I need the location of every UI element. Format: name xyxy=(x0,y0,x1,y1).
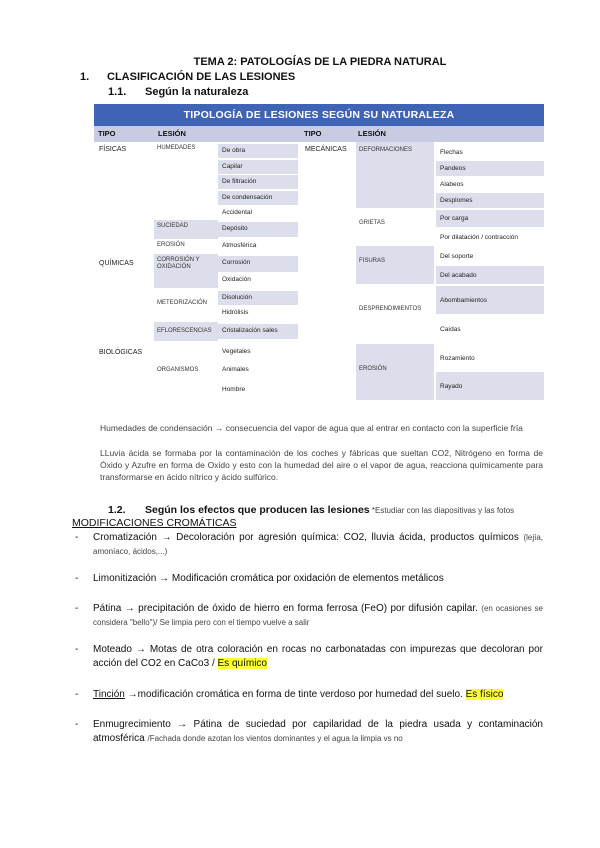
bullet-aside: /Fachada donde azotan los vientos dominantes y el agua la limpia vs no xyxy=(147,734,403,743)
group-fisuras: FISURAS xyxy=(356,246,434,284)
group-humedades: HUMEDADES xyxy=(157,145,196,151)
bullet-dash: - xyxy=(75,532,79,543)
bullet-text: Pátina → precipitación de óxido de hierro en forma ferrosa (FeO) por difusión capilar. xyxy=(93,603,482,614)
type-biologicas: BIOLÓGICAS xyxy=(99,349,143,356)
item-atmosferica: Atmosférica xyxy=(218,239,298,253)
item-alabeos: Alabeos xyxy=(436,177,544,192)
bullet-dash: - xyxy=(75,689,79,700)
heading-1 xyxy=(80,71,295,83)
type-quimicas: QUÍMICAS xyxy=(99,260,134,267)
group-erosion: EROSIÓN xyxy=(157,242,185,248)
item-abombamientos: Abombamientos xyxy=(436,286,544,314)
heading-1-number: 1. xyxy=(80,71,90,83)
item-del-acabado: Del acabado xyxy=(436,266,544,284)
col-tipo: TIPO xyxy=(94,126,154,142)
bullet-dash: - xyxy=(75,719,79,730)
col-lesion: LESIÓN xyxy=(154,126,300,142)
col-lesion-2: LESIÓN xyxy=(354,126,544,142)
lesion-typology-table xyxy=(94,104,544,400)
subheading-modificaciones: MODIFICACIONES CROMÁTICAS xyxy=(72,517,237,529)
group-eflorescencias: EFLORESCENCIAS xyxy=(154,322,218,341)
bullet-limonitizacion xyxy=(75,572,543,586)
note-lluvia-acida: LLuvia ácida se formaba por la contaminación de los coches y fábricas que sueltan CO2, Nitrógeno en forma de Óxido y Azufre en forma de Oxido y esto con la humedad del aire o el vapor de agua, reacciona químicamente para transformarse en ácido nítrico y ácido sulfúrico. xyxy=(100,448,543,482)
group-grietas: GRIETAS xyxy=(359,220,385,226)
item-hombre: Hombre xyxy=(218,383,298,397)
heading-1-text: CLASIFICACIÓN DE LAS LESIONES xyxy=(107,71,296,83)
group-deformaciones: DEFORMACIONES xyxy=(356,142,434,208)
col-tipo-2: TIPO xyxy=(300,126,354,142)
bullet-text: →modificación cromática en forma de tinte verdoso por humedad del suelo. xyxy=(124,689,466,700)
bullet-patina xyxy=(75,602,543,630)
heading-1-2 xyxy=(108,504,514,516)
heading-1-1 xyxy=(108,86,248,98)
type-mecanicas: MECÁNICAS xyxy=(305,146,347,153)
bullet-text: Limonitización → Modificación cromática por oxidación de elementos metálicos xyxy=(93,573,444,584)
item-animales: Animales xyxy=(218,363,298,377)
item-vegetales: Vegetales xyxy=(218,345,298,359)
bullet-dash: - xyxy=(75,573,79,584)
bullet-cromatizacion xyxy=(75,531,543,559)
item-de-condensacion: De condensación xyxy=(218,191,298,205)
heading-1-1-text: Según la naturaleza xyxy=(145,86,249,98)
group-erosion-mecanica: EROSIÓN xyxy=(356,344,434,400)
bullet-text: Enmugrecimiento → Pátina de suciedad por capilaridad de la piedra usada y contaminación atmosférica xyxy=(93,719,543,744)
item-oxidacion: Oxidación xyxy=(218,273,298,287)
item-disolucion: Disolución xyxy=(218,291,298,305)
bullet-tincion xyxy=(75,688,543,702)
item-capilar: Capilar xyxy=(218,160,298,174)
item-cristalizacion-sales: Cristalización sales xyxy=(218,324,298,339)
bullet-aside: (lejía, amoníaco, ácidos,...) xyxy=(93,533,543,556)
document-title: TEMA 2: PATOLOGÍAS DE LA PIEDRA NATURAL xyxy=(193,56,447,68)
type-fisicas: FÍSICAS xyxy=(99,146,127,153)
bullet-enmugrecimiento xyxy=(75,718,543,746)
bullet-aside: (en ocasiones se considera "bello")/ Se limpia pero con el tiempo vuelve a salir xyxy=(93,604,543,627)
item-pandeos: Pandeos xyxy=(436,161,544,176)
heading-1-2-text: Según los efectos que producen las lesiones xyxy=(145,504,370,516)
heading-1-2-number: 1.2. xyxy=(108,504,126,516)
item-de-obra: De obra xyxy=(218,144,298,158)
item-de-filtracion: De filtración xyxy=(218,175,298,189)
item-hidrolisis: Hidrólisis xyxy=(218,306,298,320)
item-por-dilatacion: Por dilatación / contracción xyxy=(436,228,544,246)
note-condensacion: Humedades de condensación → consecuencia del vapor de agua que al entrar en contacto con la superficie fría xyxy=(100,423,523,433)
highlight-es-fisico: Es físico xyxy=(465,689,504,700)
table-header: TIPOLOGÍA DE LESIONES SEGÚN SU NATURALEZA xyxy=(94,104,544,126)
item-rozamiento: Rozamiento xyxy=(436,345,544,371)
bullet-dash: - xyxy=(75,644,79,655)
item-del-soporte: Del soporte xyxy=(436,248,544,265)
item-accidental: Accidental xyxy=(218,206,298,220)
bullet-term: Tinción xyxy=(93,689,125,700)
bullet-moteado xyxy=(75,643,543,671)
bullet-text: Cromatización → Decoloración por agresión química: CO2, lluvia ácida, productos químicos xyxy=(93,532,524,543)
group-meteorizacion: METEORIZACIÓN xyxy=(157,300,208,306)
heading-1-2-aside: *Estudiar con las diapositivas y las fotos xyxy=(369,506,515,515)
group-desprendimientos: DESPRENDIMIENTOS xyxy=(359,306,422,312)
item-deposito: Depósito xyxy=(218,222,298,237)
bullet-text: Moteado → Motas de otra coloración en rocas no carbonatadas con impurezas que decoloran por acción del CO2 en CaCo3 / xyxy=(93,644,543,669)
item-por-carga: Por carga xyxy=(436,210,544,227)
item-corrosion: Corrosión xyxy=(218,256,298,272)
group-organismos: ORGANISMOS xyxy=(157,367,199,373)
group-suciedad: SUCIEDAD xyxy=(154,220,218,239)
bullet-dash: - xyxy=(75,603,79,614)
highlight-es-quimico: Es químico xyxy=(217,658,267,669)
heading-1-1-number: 1.1. xyxy=(108,86,127,98)
item-desplomes: Desplomes xyxy=(436,193,544,208)
item-flechas: Flechas xyxy=(436,144,544,160)
item-rayado: Rayado xyxy=(436,372,544,400)
group-corrosion: CORROSIÓN Y OXIDACIÓN xyxy=(154,254,218,288)
item-caidas: Caídas xyxy=(436,315,544,343)
